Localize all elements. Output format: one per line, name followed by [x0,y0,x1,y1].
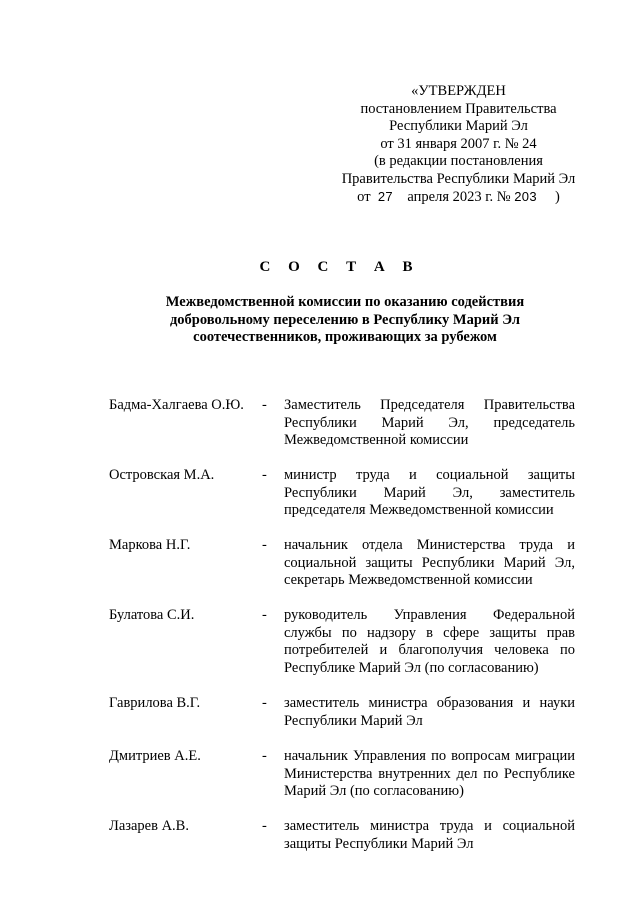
member-row [109,537,579,589]
member-name: Дмитриев А.Е. [109,748,201,764]
member-name: Маркова Н.Г. [109,537,191,553]
amendment-number: 203 [514,189,537,204]
member-role: заместитель министра труда и социальной защиты Республики Марий Эл [284,818,575,852]
member-dash: - [262,818,267,834]
member-name: Гаврилова В.Г. [109,695,201,711]
member-name: Булатова С.И. [109,607,195,623]
approval-line-government: Правительства Республики Марий Эл [341,170,576,187]
member-dash: - [262,537,267,553]
amendment-month-year: апреля 2023 г. № [407,189,511,205]
amendment-day: 27 [377,189,393,204]
member-role: руководитель Управления Федеральной службы по надзору в сфере защиты прав потребителей и благополучия человека по Республике Марий Эл (по согласованию) [284,607,575,676]
member-dash: - [262,748,267,764]
approval-block [320,83,597,207]
member-dash: - [262,695,267,711]
approval-line-resolution: постановлением Правительства [360,100,557,117]
member-dash: - [262,467,267,483]
member-dash: - [262,397,267,413]
approval-line-amendment [320,188,597,207]
member-row [109,607,579,677]
member-row [109,467,579,519]
member-role: начальник Управления по вопросам миграции Министерства внутренних дел по Республике Марий Эл (по согласованию) [284,748,575,799]
document-subtitle: Межведомственной комиссии по оказанию содействия добровольному переселению в Республику Марий Эл соотечественников, проживающих за рубежом [165,294,525,345]
member-dash: - [262,607,267,623]
member-name: Бадма-Халгаева О.Ю. [109,397,244,413]
member-role: Заместитель Председателя Правительства Республики Марий Эл, председатель Межведомственной комиссии [284,397,575,448]
members-list [109,397,579,853]
approval-line-republic: Республики Марий Эл [389,118,528,134]
approval-line-date: от 31 января 2007 г. № 24 [380,135,537,152]
approval-line-edition: (в редакции постановления [374,153,543,169]
member-name: Островская М.А. [109,467,215,483]
document-title: С О С Т А В [259,259,420,275]
member-row [109,748,579,800]
amendment-prefix: от [357,189,371,205]
member-role: заместитель министра образования и науки Республики Марий Эл [284,695,575,729]
amendment-suffix: ) [554,189,560,205]
member-row [109,818,579,853]
approval-line-approved: «УТВЕРЖДЕН [411,83,506,99]
member-role: начальник отдела Министерства труда и социальной защиты Республики Марий Эл, секретарь Межведомственной комиссии [284,537,575,588]
member-row [109,695,579,730]
member-role: министр труда и социальной защиты Республики Марий Эл, заместитель председателя Межведомственной комиссии [284,467,575,518]
member-row [109,397,579,449]
member-name: Лазарев А.В. [109,818,189,834]
